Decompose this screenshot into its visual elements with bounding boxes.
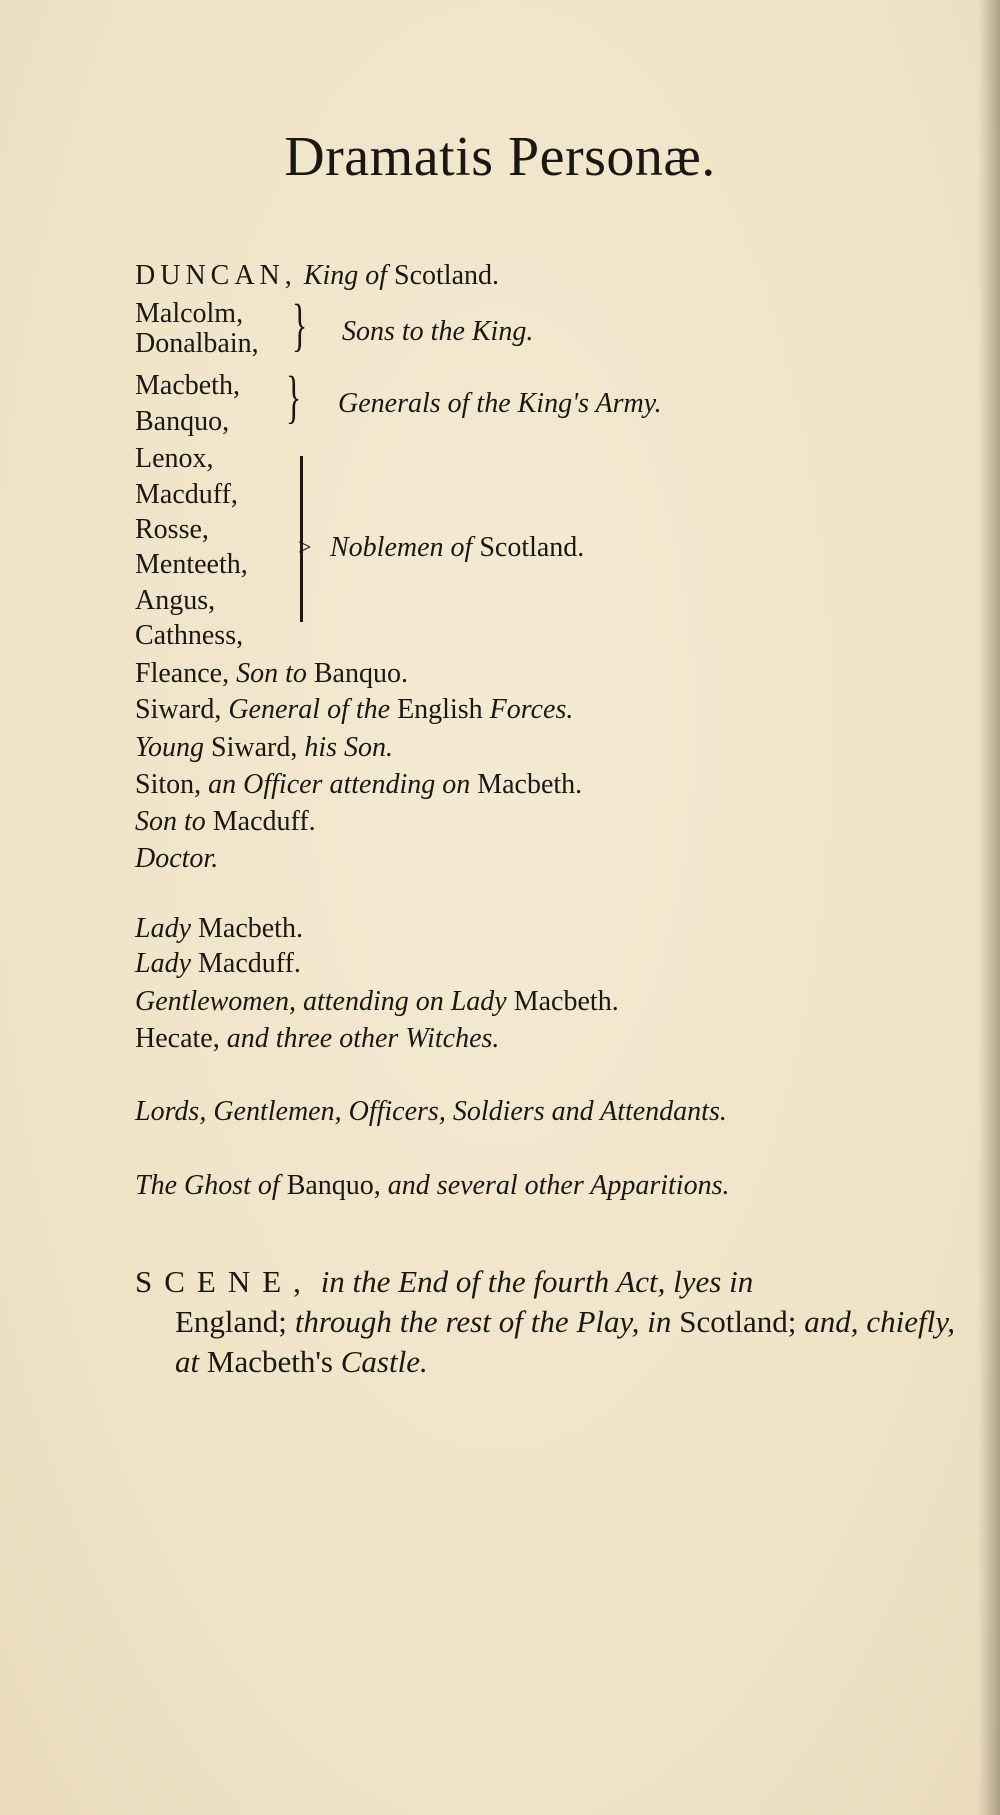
siton-name: Siton, [135, 769, 202, 800]
person-donalbain: Donalbain, [135, 328, 259, 359]
generals-label-text: Generals of the King's Army. [338, 388, 662, 419]
person-siward [135, 692, 573, 728]
page-edge-shadow [978, 0, 1000, 1815]
lady-macduff-name: Macduff. [198, 948, 301, 979]
lords-text: Lords, Gentlemen, Officers, Soldiers and Attendants. [135, 1096, 727, 1127]
person-son-macduff [135, 804, 316, 840]
ghost-name: Banquo, [286, 1170, 381, 1201]
person-duncan [135, 258, 499, 294]
fleance-role: Son to [236, 658, 307, 689]
noblemen-label-place: Scotland. [479, 532, 585, 563]
scene-continuation [135, 1302, 955, 1382]
noblemen-brace-point: > [298, 535, 312, 561]
hecate-role: and three other Witches. [226, 1023, 500, 1054]
noblemen-label [330, 530, 584, 566]
siton-who: Macbeth. [477, 769, 583, 800]
scene-e: and, chiefly, at [175, 1304, 956, 1379]
scene-a: in the End of the fourth Act, lyes in [320, 1264, 754, 1299]
fleance-name: Fleance, [135, 658, 230, 689]
person-doctor [135, 841, 218, 877]
lady-macbeth-name: Macbeth. [198, 913, 303, 944]
sons-brace: } [292, 292, 308, 357]
page-title: Dramatis Personæ. [284, 126, 716, 188]
person-young-siward [135, 730, 393, 766]
person-cathness: Cathness, [135, 620, 244, 651]
ghost-post: and several other Apparitions. [387, 1170, 730, 1201]
scene-d: Scotland; [679, 1304, 797, 1339]
siward-name: Siward, [135, 694, 222, 725]
siward-nation: English [397, 694, 483, 725]
person-banquo: Banquo, [135, 406, 230, 437]
lady-macduff-title: Lady [135, 948, 191, 979]
hecate-name: Hecate, [135, 1023, 220, 1054]
person-lenox: Lenox, [135, 443, 214, 474]
lady-macbeth-title: Lady [135, 913, 191, 944]
person-fleance [135, 656, 408, 692]
person-menteeth: Menteeth, [135, 549, 248, 580]
duncan-name: DUNCAN, [135, 260, 297, 291]
lords-line [135, 1094, 727, 1130]
person-rosse: Rosse, [135, 514, 209, 545]
duncan-place: Scotland. [394, 260, 500, 291]
noblemen-label-text: Noblemen of [330, 532, 473, 563]
siton-role: an Officer attending on [208, 769, 471, 800]
person-siton [135, 767, 582, 803]
scene-g: Castle. [340, 1344, 428, 1379]
sons-label-text: Sons to the King. [342, 316, 534, 347]
young-siward-young: Young [135, 732, 205, 763]
ghost-pre: The Ghost of [135, 1170, 280, 1201]
ghost-line [135, 1168, 729, 1204]
son-macduff-role: Son to [135, 806, 206, 837]
siward-rest: Forces. [489, 694, 574, 725]
generals-label [338, 386, 662, 422]
scene-f: Macbeth's [206, 1344, 333, 1379]
person-lady-macbeth [135, 911, 303, 947]
person-lady-macduff [135, 946, 301, 982]
generals-brace: } [286, 364, 302, 429]
person-angus: Angus, [135, 585, 216, 616]
person-malcolm: Malcolm, [135, 298, 244, 329]
person-gentlewomen [135, 984, 619, 1020]
scene-word: SCENE, [135, 1264, 313, 1299]
duncan-role: King of [303, 260, 388, 291]
gentlewomen-name: Macbeth. [513, 986, 619, 1017]
person-hecate [135, 1021, 499, 1057]
young-siward-name: Siward, [211, 732, 298, 763]
scene-c: through the rest of the Play, in [294, 1304, 672, 1339]
person-macduff: Macduff, [135, 479, 238, 510]
fleance-who: Banquo. [313, 658, 408, 689]
sons-label [342, 314, 533, 350]
scene-b: England; [175, 1304, 287, 1339]
gentlewomen-role: Gentlewomen, attending on Lady [135, 986, 507, 1017]
scene-paragraph [135, 1262, 955, 1382]
person-macbeth: Macbeth, [135, 370, 240, 401]
doctor-text: Doctor. [135, 843, 219, 874]
siward-role: General of the [228, 694, 391, 725]
son-macduff-who: Macduff. [212, 806, 316, 837]
young-siward-role: his Son. [304, 732, 394, 763]
